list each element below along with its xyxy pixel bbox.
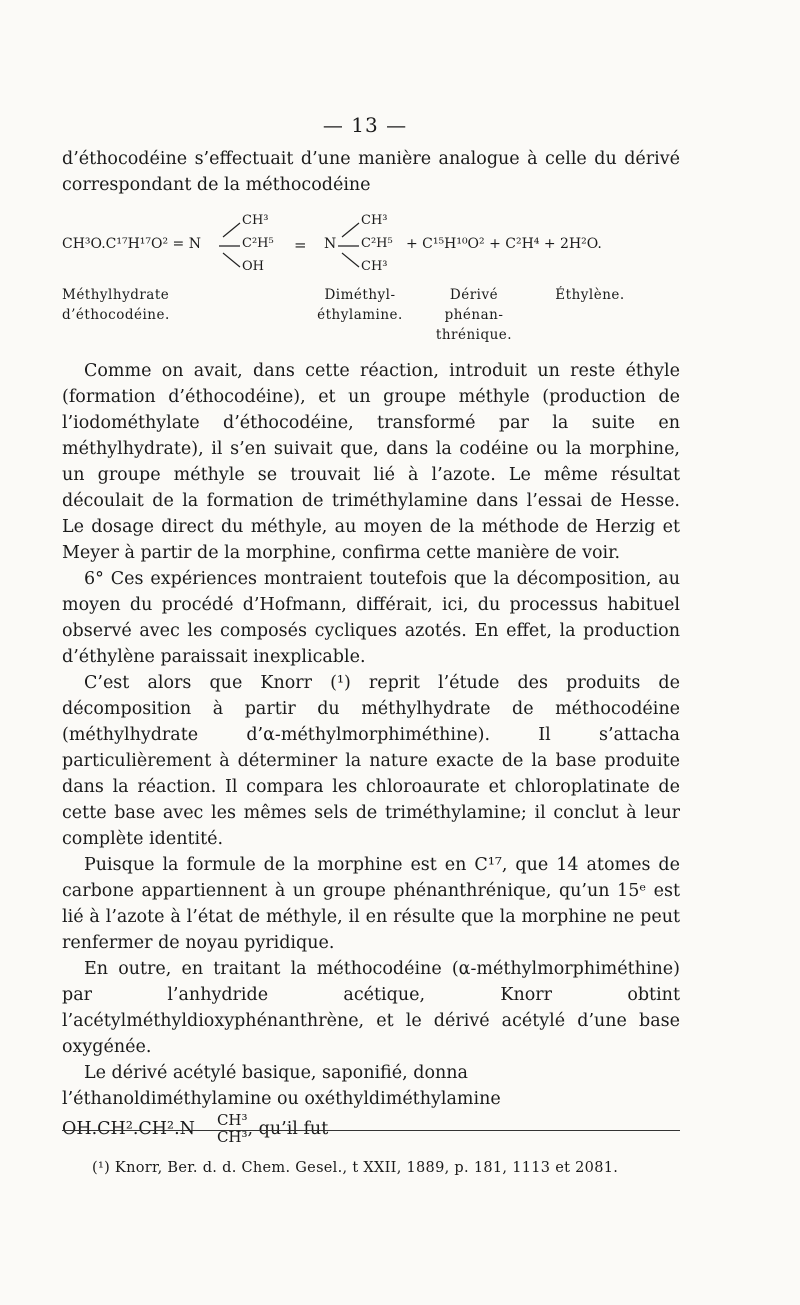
reaction-products: + C¹⁵H¹⁰O² + C²H⁴ + 2H²O. (406, 236, 602, 252)
group2-mid: C²H⁵ (361, 236, 393, 251)
paragraph: 6° Ces expériences montraient toutefois que la décomposition, au moyen du procédé d’Hofmann, différait, ici, du processus habituel observé avec les composés cycliques azotés. En effet, la production d’éthylène paraissait inexplicable. (62, 569, 680, 667)
formula-tail (62, 1111, 329, 1146)
footnote: (¹) Knorr, Ber. d. d. Chem. Gesel., t XXII, 1889, p. 181, 1113 et 2081. (92, 1160, 619, 1176)
reaction-n2: N (324, 236, 337, 252)
group2-top: CH³ (361, 213, 388, 228)
label-ethylene: Éthylène. (555, 287, 625, 303)
reaction-equals: = (294, 236, 307, 254)
paragraph-last-text: Le dérivé acétylé basique, saponifié, donna l’éthanoldiméthylamine ou oxéthyldiméthylamine (62, 1063, 501, 1109)
group2-bot: CH³ (361, 259, 388, 274)
group1-mid: C²H⁵ (242, 236, 274, 251)
formula-prefix: OH.CH².CH².N (62, 1118, 195, 1139)
body-text (62, 358, 680, 1146)
intro-paragraph: d’éthocodéine s’effectuait d’une manière analogue à celle du dérivé correspondant de la méthocodéine (62, 149, 680, 195)
reaction-equation (62, 205, 702, 345)
paragraph: Comme on avait, dans cette réaction, introduit un reste éthyle (formation d’éthocodéine), et un groupe méthyle (production de l’iodométhylate d’éthocodéine, transformé par la suite en méthylhydrate), il s’en suivait que, dans la codéine ou la morphine, un groupe méthyle se trouvait lié à l’azote. Le même résultat découlait de la formation de triméthylamine dans l’essai de Hesse. Le dosage direct du méthyle, au moyen de la méthode de Herzig et Meyer à partir de la morphine, confirma cette manière de voir. (62, 361, 680, 563)
label-dimethylethylamine: Diméthyl- éthylamine. (317, 287, 403, 323)
label-methylhydrate: Méthylhydrate d’éthocodéine. (62, 287, 170, 323)
paragraph: En outre, en traitant la méthocodéine (α-méthylmorphiméthine) par l’anhydride acétique, Knorr obtint l’acétylméthyldioxyphénanthrène, et le dérivé acétylé d’une base oxygénée. (62, 959, 680, 1057)
group1-bot: OH (242, 259, 264, 274)
paragraph: Puisque la formule de la morphine est en C¹⁷, que 14 atomes de carbone appartiennent à un groupe phénanthrénique, qu’un 15ᵉ est lié à l’azote à l’état de méthyle, il en résulte que la morphine ne peut renfermer de noyau pyridique. (62, 855, 680, 953)
paragraph-last (62, 1060, 680, 1146)
label-derive-phenanthrenique: Dérivé phénan- thrénique. (435, 287, 513, 343)
formula-suffix: , qu’il fut (247, 1118, 329, 1139)
paragraph: C’est alors que Knorr (¹) reprit l’étude des produits de décomposition à partir du méthylhydrate de méthocodéine (méthylhydrate d’α-méthylmorphiméthine). Il s’attacha particulièrement à déterminer la nature exacte de la base produite dans la réaction. Il compara les chloroaurate et chloroplatinate de cette base avec les mêmes sels de triméthylamine; il conclut à leur complète identité. (62, 673, 680, 849)
group1-top: CH³ (242, 213, 269, 228)
page-number: — 13 — (322, 113, 408, 137)
formula-branch-bottom: CH³ (216, 1128, 248, 1146)
footnote-rule (62, 1130, 680, 1131)
formula-branch-top: CH³ (216, 1111, 248, 1129)
formula-branch (195, 1112, 248, 1146)
reaction-left: CH³O.C¹⁷H¹⁷O² = N (62, 236, 201, 252)
